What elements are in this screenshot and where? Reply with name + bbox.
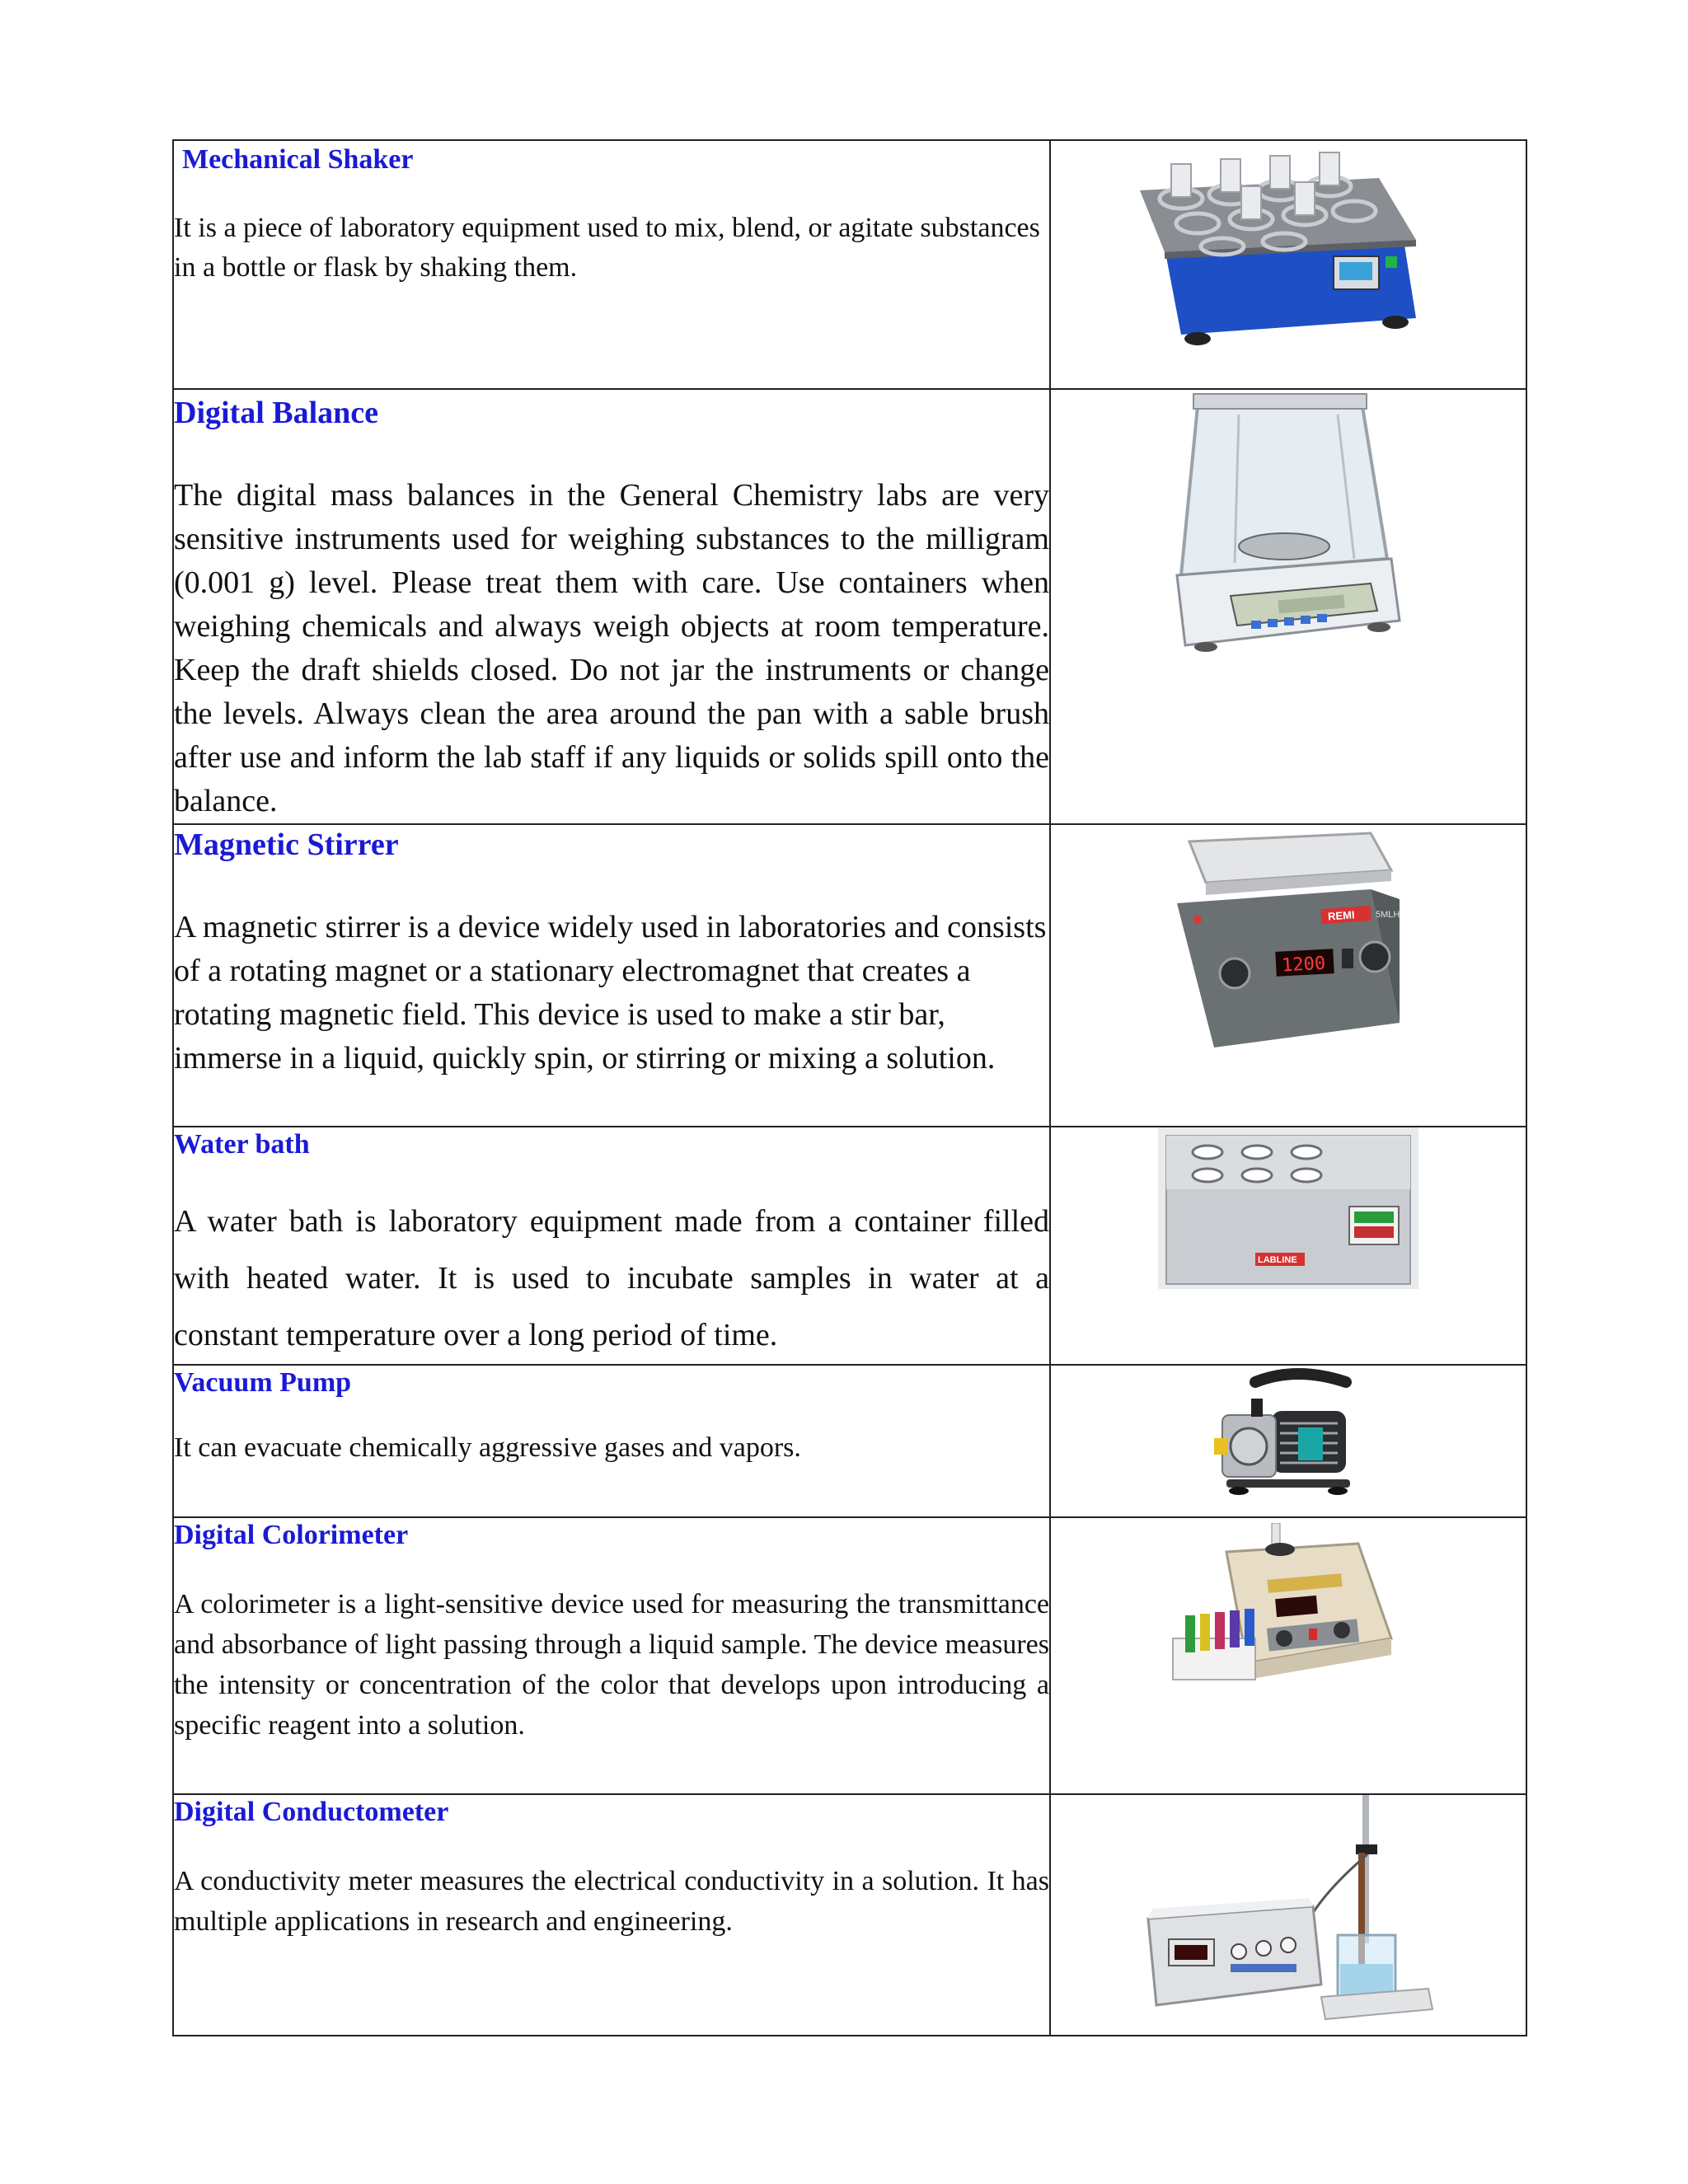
equipment-text-cell <box>173 140 1050 389</box>
mechanical-shaker-image <box>1132 141 1445 363</box>
magnetic-stirrer-image <box>1165 825 1412 1056</box>
equipment-image-cell <box>1050 1365 1526 1517</box>
table-row <box>173 389 1526 824</box>
table-row <box>173 1794 1526 2036</box>
equipment-image-cell <box>1050 1127 1526 1365</box>
equipment-description: A conductivity meter measures the electrical conductivity in a solution. It has multiple applications in research and engineering. <box>174 1866 1049 1937</box>
equipment-description: It can evacuate chemically aggressive gases and vapors. <box>174 1432 801 1463</box>
equipment-title: Magnetic Stirrer <box>174 827 399 862</box>
table-row <box>173 1517 1526 1794</box>
equipment-title: Digital Balance <box>174 396 379 430</box>
equipment-title: Vacuum Pump <box>174 1367 352 1398</box>
equipment-description: It is a piece of laboratory equipment used to mix, blend, or agitate substances in a bottle or flask by shaking them. <box>174 213 1040 283</box>
digital-conductometer-image <box>1140 1795 1437 2026</box>
equipment-description: A colorimeter is a light-sensitive device used for measuring the transmittance and absorbance of light passing through a liquid sample. The device measures the intensity or concentration of the color that develops upon introducing a specific reagent into a solution. <box>174 1589 1049 1741</box>
equipment-image-cell <box>1050 824 1526 1127</box>
stirrer-model-label: 5MLH <box>1376 910 1400 920</box>
equipment-text-cell <box>173 1365 1050 1517</box>
water-bath-image <box>1158 1127 1418 1289</box>
equipment-text-cell <box>173 389 1050 824</box>
vacuum-pump-image <box>1206 1366 1371 1506</box>
equipment-image-cell <box>1050 140 1526 389</box>
stirrer-display-value: 1200 <box>1281 953 1326 977</box>
equipment-image-cell <box>1050 1517 1526 1794</box>
table-row <box>173 1127 1526 1365</box>
equipment-image-cell <box>1050 389 1526 824</box>
stirrer-brand-label: REMI <box>1327 908 1356 923</box>
digital-colorimeter-image <box>1169 1523 1408 1704</box>
equipment-description: A magnetic stirrer is a device widely used in laboratories and consists of a rotating magnet or a stationary electromagnet that creates a rotating magnetic field. This device is used to make a stir bar, immerse in a liquid, quickly spin, or stirring or mixing a solution. <box>174 910 1047 1076</box>
equipment-title: Digital Conductometer <box>174 1797 449 1827</box>
equipment-text-cell <box>173 824 1050 1127</box>
equipment-description: The digital mass balances in the General Chemistry labs are very sensitive instruments used for weighing substances to the milligram (0.001 g) level. Please treat them with care. Use containers when weighing chemicals and always weigh objects at room temperature. Keep the draft shields closed. Do not jar the instruments or change the levels. Always clean the area around the pan with a sable brush after use and inform the lab staff if any liquids or solids spill onto the balance. <box>174 478 1049 818</box>
equipment-title: Digital Colorimeter <box>174 1520 409 1550</box>
table-row <box>173 140 1526 389</box>
equipment-image-cell <box>1050 1794 1526 2036</box>
digital-balance-image <box>1173 390 1404 670</box>
table-row <box>173 1365 1526 1517</box>
waterbath-brand-label: LABLINE <box>1258 1255 1297 1265</box>
equipment-title: Water bath <box>174 1129 310 1160</box>
equipment-table <box>172 139 1527 2036</box>
equipment-text-cell <box>173 1794 1050 2036</box>
equipment-title: Mechanical Shaker <box>182 144 414 175</box>
table-row <box>173 824 1526 1127</box>
equipment-description: A water bath is laboratory equipment made from a container filled with heated water. It is used to incubate samples in water at a constant temperature over a long period of time. <box>174 1204 1049 1352</box>
equipment-text-cell <box>173 1517 1050 1794</box>
equipment-text-cell <box>173 1127 1050 1365</box>
